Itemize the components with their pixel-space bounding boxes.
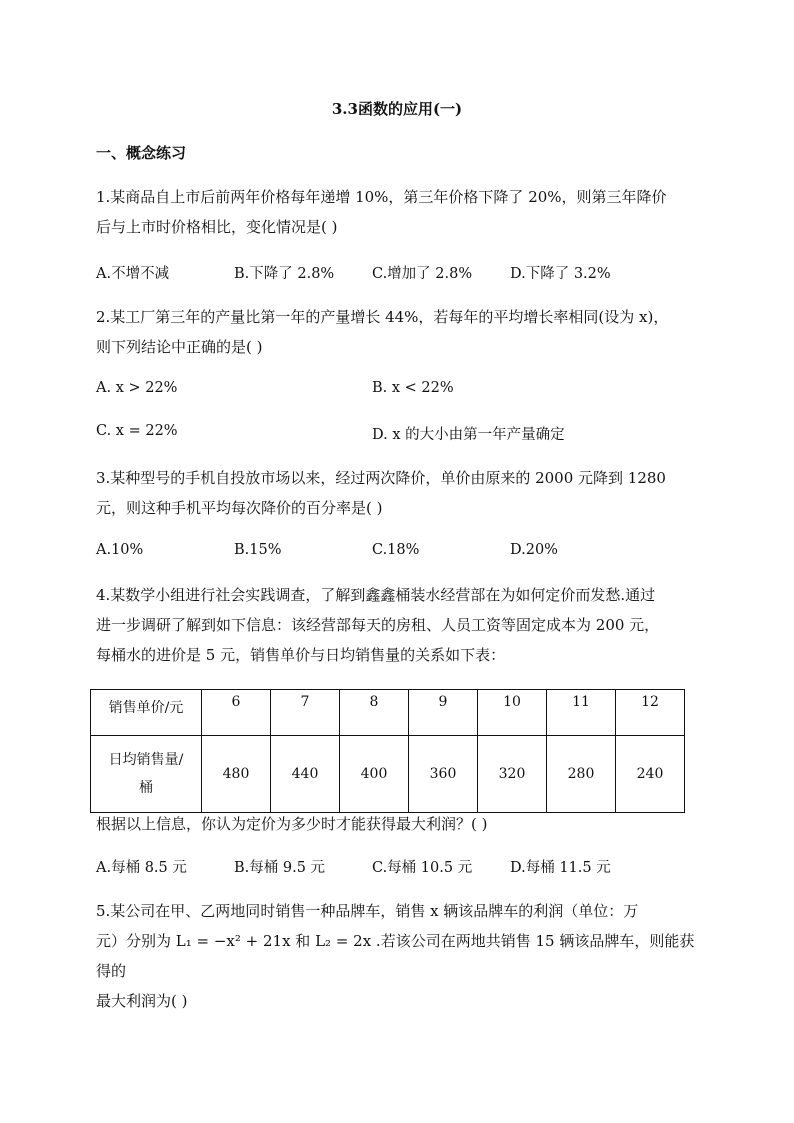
table-cell: 320 (478, 736, 547, 813)
question-5-line-1: 5.某公司在甲、乙两地同时销售一种品牌车，销售 x 辆该品牌车的利润（单位：万 (96, 902, 639, 920)
q4-option-c: C.每桶 10.5 元 (372, 860, 473, 876)
table-row (91, 736, 685, 813)
question-3 (96, 463, 696, 523)
q2-option-d: D. x 的大小由第一年产量确定 (372, 427, 565, 443)
table-row-header-line-2: 桶 (139, 780, 153, 796)
question-2-line-1: 2.某工厂第三年的产量比第一年的产量增长 44%，若每年的平均增长率相同(设为 x)， (96, 308, 669, 326)
table-cell: 8 (340, 690, 409, 736)
question-4-line-1: 4.某数学小组进行社会实践调查，了解到鑫鑫桶装水经营部在为如何定价而发愁.通过 (96, 586, 656, 604)
q1-option-c: C.增加了 2.8% (372, 266, 473, 282)
q3-option-a: A.10% (96, 542, 144, 558)
table-cell: 280 (547, 736, 616, 813)
q3-option-d: D.20% (510, 542, 558, 558)
question-1-options (96, 262, 696, 284)
section-heading: 一、概念练习 (96, 144, 187, 162)
q2-option-c: C. x = 22% (96, 423, 178, 439)
table-cell: 7 (271, 690, 340, 736)
q2-option-b: B. x < 22% (372, 380, 454, 396)
question-1-line-2: 后与上市时价格相比，变化情况是( ) (96, 218, 338, 236)
question-2-options-row-2 (96, 423, 696, 445)
question-3-line-1: 3.某种型号的手机自投放市场以来，经过两次降价，单价由原来的 2000 元降到 1280 (96, 469, 666, 487)
table-row (91, 690, 685, 736)
table-cell: 9 (409, 690, 478, 736)
question-2-options-row-1 (96, 380, 696, 402)
question-5-line-3: 最大利润为( ) (96, 992, 188, 1010)
question-3-options (96, 542, 696, 564)
q4-option-b: B.每桶 9.5 元 (234, 860, 326, 876)
q4-option-d: D.每桶 11.5 元 (510, 860, 611, 876)
question-4-options (96, 856, 696, 878)
question-5 (96, 896, 696, 1016)
table-cell: 400 (340, 736, 409, 813)
table-cell: 440 (271, 736, 340, 813)
page-title: 3.3函数的应用(一) (331, 100, 463, 118)
table-cell: 240 (616, 736, 685, 813)
question-1-line-1: 1.某商品自上市后前两年价格每年递增 10%，第三年价格下降了 20%，则第三年降价 (96, 188, 667, 206)
table-cell: 480 (202, 736, 271, 813)
table-row-header (91, 736, 202, 813)
question-3-line-2: 元，则这种手机平均每次降价的百分率是( ) (96, 499, 383, 517)
price-sales-table (90, 689, 685, 813)
question-4-after-table: 根据以上信息，你认为定价为多少时才能获得最大利润？( ) (96, 815, 488, 833)
table-cell: 6 (202, 690, 271, 736)
table-row-header: 销售单价/元 (91, 690, 202, 736)
question-4 (96, 580, 696, 670)
table-cell: 11 (547, 690, 616, 736)
question-2 (96, 302, 696, 362)
table-row-header-line-1: 日均销售量/ (108, 752, 184, 768)
table-cell: 12 (616, 690, 685, 736)
table-cell: 360 (409, 736, 478, 813)
q3-option-c: C.18% (372, 542, 420, 558)
q1-option-d: D.下降了 3.2% (510, 266, 611, 282)
question-1 (96, 182, 696, 242)
q4-option-a: A.每桶 8.5 元 (96, 860, 187, 876)
question-4-line-3: 每桶水的进价是 5 元，销售单价与日均销售量的关系如下表： (96, 646, 506, 664)
table-cell: 10 (478, 690, 547, 736)
question-2-line-2: 则下列结论中正确的是( ) (96, 338, 263, 356)
q3-option-b: B.15% (234, 542, 282, 558)
q1-option-b: B.下降了 2.8% (234, 266, 335, 282)
question-4-prompt (96, 809, 696, 839)
q2-option-a: A. x > 22% (96, 380, 178, 396)
q1-option-a: A.不增不减 (96, 266, 170, 282)
question-5-line-2: 元）分别为 L₁ = −x² + 21x 和 L₂ = 2x .若该公司在两地共销售 15 辆该品牌车，则能获得的 (96, 932, 695, 980)
question-4-line-2: 进一步调研了解到如下信息：该经营部每天的房租、人员工资等固定成本为 200 元， (96, 616, 660, 634)
